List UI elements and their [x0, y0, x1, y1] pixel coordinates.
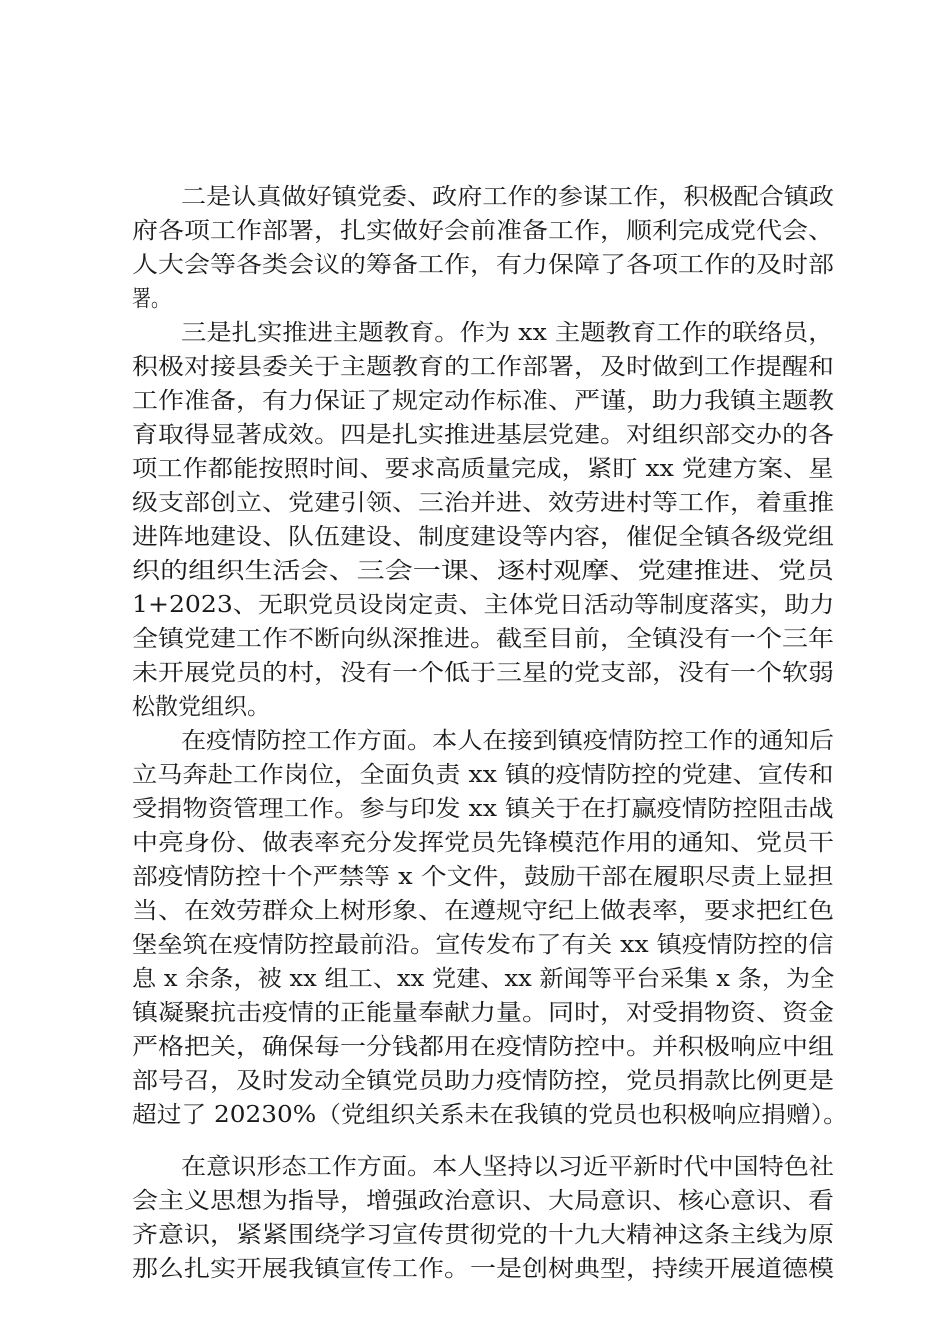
text-line: 严格把关，确保每一分钱都用在疫情防控中。并积极响应中组 [132, 1034, 834, 1060]
text-line: 项工作都能按照时间、要求高质量完成，紧盯 xx 党建方案、星 [132, 456, 834, 482]
text-line: 堡垒筑在疫情防控最前沿。宣传发布了有关 xx 镇疫情防控的信 [132, 932, 834, 958]
text-line: 部号召，及时发动全镇党员助力疫情防控，党员捐款比例更是 [132, 1068, 834, 1094]
text-line: 镇凝聚抗击疫情的正能量奉献力量。同时，对受捐物资、资金 [132, 1000, 834, 1026]
text-line: 二是认真做好镇党委、政府工作的参谋工作，积极配合镇政 [181, 184, 835, 210]
text-line: 那么扎实开展我镇宣传工作。一是创树典型，持续开展道德模 [132, 1256, 834, 1282]
text-line: 织的组织生活会、三会一课、逐村观摩、党建推进、党员 [132, 558, 835, 584]
text-line: 在意识形态工作方面。本人坚持以习近平新时代中国特色社 [181, 1154, 835, 1180]
text-line: 署。 [132, 286, 171, 312]
text-line: 部疫情防控十个严禁等 x 个文件，鼓励干部在履职尽责上显担 [132, 864, 834, 890]
text-line: 受捐物资管理工作。参与印发 xx 镇关于在打赢疫情防控阻击战 [132, 796, 834, 822]
text-line: 工作准备，有力保证了规定动作标准、严谨，助力我镇主题教 [132, 388, 834, 414]
text-line: 齐意识，紧紧围绕学习宣传贯彻党的十九大精神这条主线为原 [132, 1222, 834, 1248]
text-line: 人大会等各类会议的筹备工作，有力保障了各项工作的及时部 [132, 252, 834, 278]
text-line: 1+2023、无职党员设岗定责、主体党日活动等制度落实，助力 [132, 592, 835, 618]
text-line: 息 x 余条，被 xx 组工、xx 党建、xx 新闻等平台采集 x 条，为全 [132, 966, 835, 992]
text-line: 全镇党建工作不断向纵深推进。截至目前，全镇没有一个三年 [132, 626, 834, 652]
text-line: 会主义思想为指导，增强政治意识、大局意识、核心意识、看 [132, 1188, 834, 1214]
text-line: 育取得显著成效。四是扎实推进基层党建。对组织部交办的各 [132, 422, 834, 448]
text-line: 积极对接县委关于主题教育的工作部署，及时做到工作提醒和 [132, 354, 834, 380]
text-line: 进阵地建设、队伍建设、制度建设等内容，催促全镇各级党组 [132, 524, 834, 550]
text-line: 府各项工作部署，扎实做好会前准备工作，顺利完成党代会、 [132, 218, 834, 244]
text-line: 三是扎实推进主题教育。作为 xx 主题教育工作的联络员， [181, 320, 834, 346]
text-line: 当、在效劳群众上树形象、在遵规守纪上做表率，要求把红色 [132, 898, 834, 924]
text-line: 立马奔赴工作岗位，全面负责 xx 镇的疫情防控的党建、宣传和 [132, 762, 834, 788]
text-line: 超过了 20230%（党组织关系未在我镇的党员也积极响应捐赠）。 [132, 1102, 848, 1128]
text-line: 未开展党员的村，没有一个低于三星的党支部，没有一个软弱 [132, 660, 834, 686]
text-line: 级支部创立、党建引领、三治并进、效劳进村等工作，着重推 [132, 490, 834, 516]
text-line: 中亮身份、做表率充分发挥党员先锋模范作用的通知、党员干 [132, 830, 834, 856]
text-line: 松散党组织。 [132, 694, 270, 720]
text-line: 在疫情防控工作方面。本人在接到镇疫情防控工作的通知后 [181, 728, 835, 754]
